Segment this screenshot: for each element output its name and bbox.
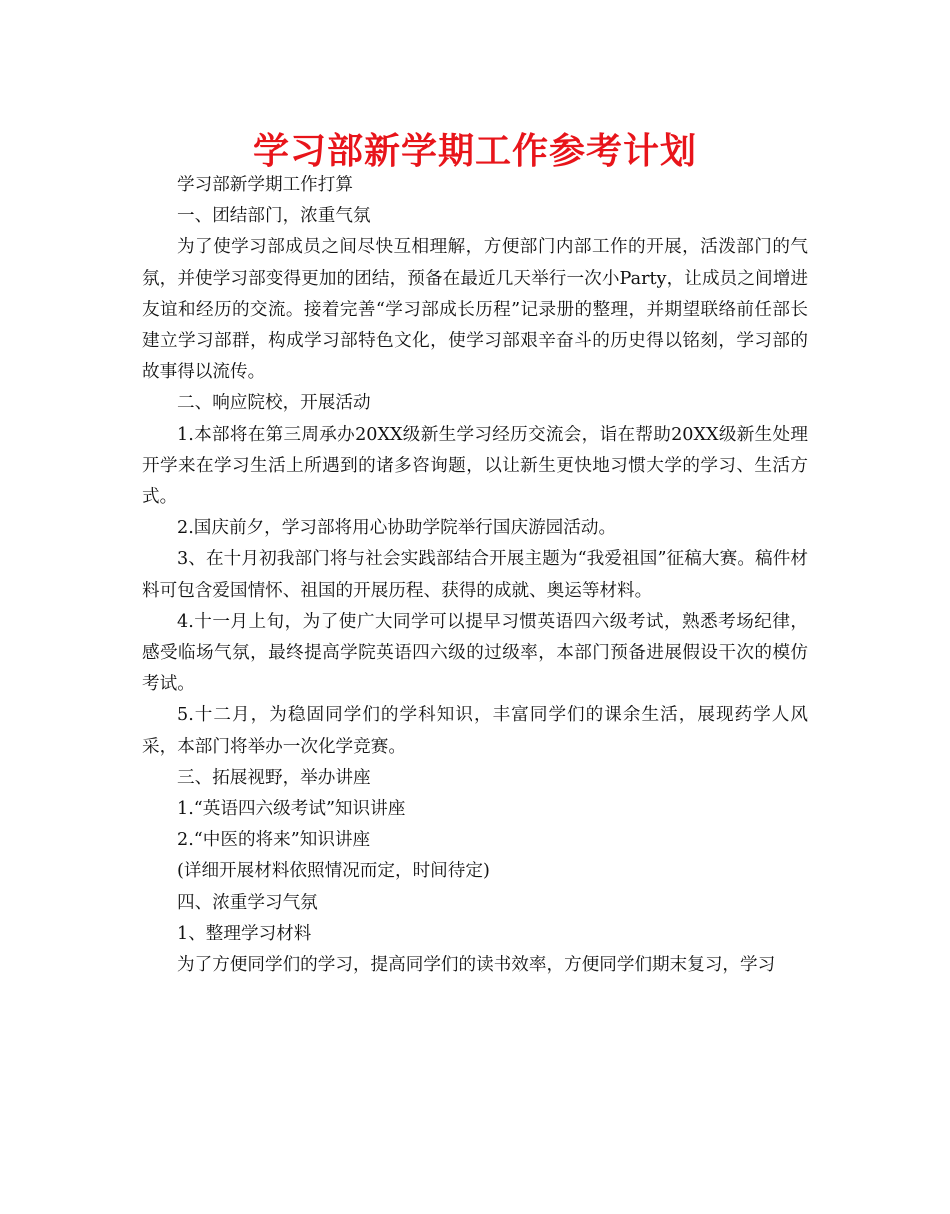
paragraph: 学习部新学期工作打算 bbox=[177, 175, 353, 195]
paragraph: 4.十一月上旬，为了使广大同学可以提早习惯英语四六级考试，熟悉考场纪律，感受临场气氛，最终提高学院英语四六级的过级率，本部门预备进展假设干次的模仿考试。 bbox=[142, 611, 808, 695]
paragraph: 2.“中医的将来”知识讲座 bbox=[177, 830, 371, 851]
paragraph: 1.“英语四六级考试”知识讲座 bbox=[177, 799, 406, 820]
document-body bbox=[142, 170, 808, 981]
paragraph: 为了使学习部成员之间尽快互相理解，方便部门内部工作的开展，活泼部门的气氛，并使学习部变得更加的团结，预备在最近几天举行一次小Party，让成员之间增进友谊和经历的交流。接着完善“学习部成长历程”记录册的整理，并期望联络前任部长建立学习部群，构成学习部特色文化，使学习部艰辛奋斗的历史得以铭刻，学习部的故事得以流传。 bbox=[142, 237, 808, 383]
paragraph: 3、在十月初我部门将与社会实践部结合开展主题为“我爱祖国”征稿大赛。稿件材料可包含爱国情怀、祖国的开展历程、获得的成就、奥运等材料。 bbox=[142, 549, 808, 601]
section-heading: 二、响应院校，开展活动 bbox=[177, 393, 371, 414]
paragraph: 2.国庆前夕，学习部将用心协助学院举行国庆游园活动。 bbox=[177, 518, 617, 539]
section-heading: 四、浓重学习气氛 bbox=[177, 892, 318, 913]
paragraph: 1.本部将在第三周承办20XX级新生学习经历交流会，诣在帮助20XX级新生处理开学来在学习生活上所遇到的诸多咨询题，以让新生更快地习惯大学的学习、生活方式。 bbox=[142, 424, 808, 508]
paragraph: 为了方便同学们的学习，提高同学们的读书效率，方便同学们期末复习，学习 bbox=[177, 955, 776, 976]
paragraph: 1、整理学习材料 bbox=[177, 923, 312, 944]
document-title: 学习部新学期工作参考计划 bbox=[252, 131, 697, 172]
section-heading: 三、拓展视野，举办讲座 bbox=[177, 767, 371, 788]
paragraph: 5.十二月，为稳固同学们的学科知识，丰富同学们的课余生活，展现药学人风采，本部门将举办一次化学竞赛。 bbox=[142, 705, 808, 757]
paragraph: (详细开展材料依照情况而定，时间待定) bbox=[177, 861, 490, 882]
section-heading: 一、团结部门，浓重气氛 bbox=[177, 206, 371, 227]
